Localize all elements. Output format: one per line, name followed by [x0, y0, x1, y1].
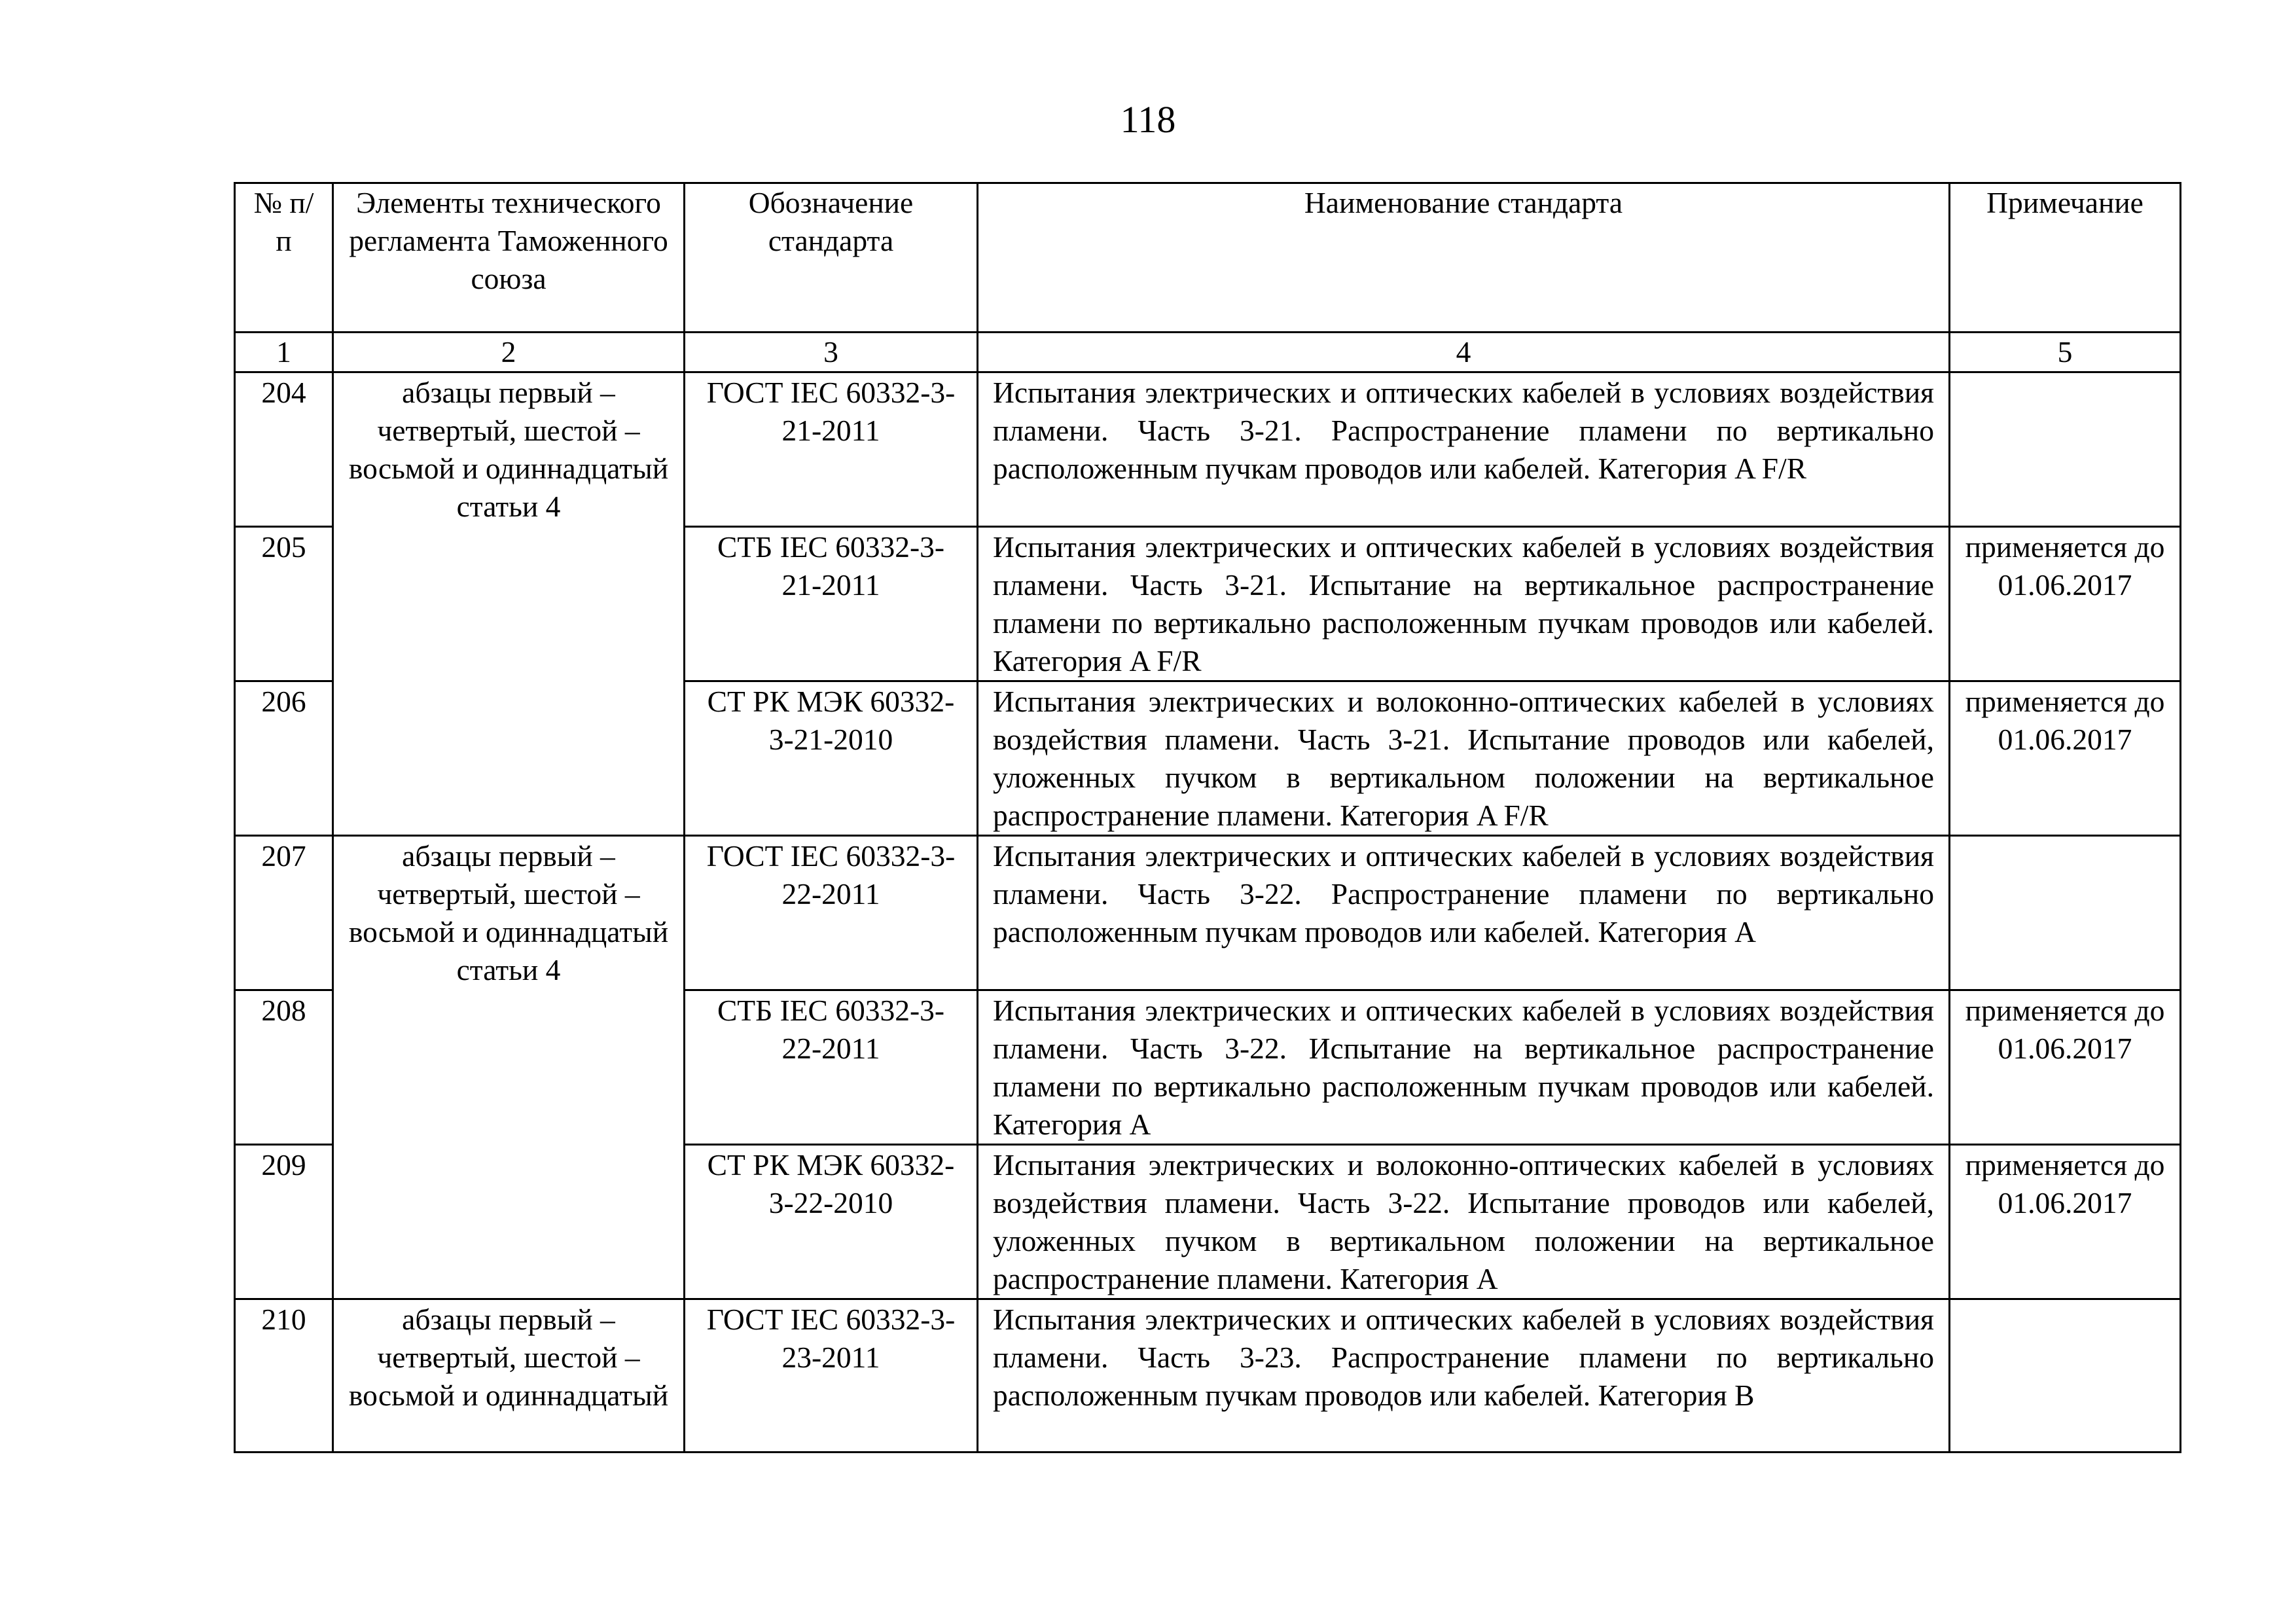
standard-code: СТ РК МЭК 60332-3-22-2010 [685, 1145, 978, 1299]
standard-note: применяется до 01.06.2017 [1950, 990, 2181, 1145]
standard-code: ГОСТ IEC 60332-3-22-2011 [685, 836, 978, 990]
standard-note: применяется до 01.06.2017 [1950, 527, 2181, 681]
standard-note [1950, 836, 2181, 990]
row-number: 207 [235, 836, 333, 990]
standard-code: СТБ IEC 60332-3-22-2011 [685, 990, 978, 1145]
standard-title: Испытания электрических и оптических кабелей в условиях воздействия пламени. Часть 3-21. Испытание на вертикальное распространение пламени по вертикально расположенным пучкам проводов или кабелей. Категория A F/R [978, 527, 1950, 681]
table-row [235, 836, 2181, 990]
row-number: 205 [235, 527, 333, 681]
column-number: 5 [1950, 333, 2181, 372]
row-number: 210 [235, 1299, 333, 1453]
table-row [235, 1299, 2181, 1453]
standard-code: ГОСТ IEC 60332-3-21-2011 [685, 372, 978, 527]
header-note: Примечание [1950, 183, 2181, 333]
header-row [235, 183, 2181, 333]
column-number: 4 [978, 333, 1950, 372]
standard-note: применяется до 01.06.2017 [1950, 1145, 2181, 1299]
standards-table [234, 182, 2181, 1453]
column-number: 2 [333, 333, 685, 372]
row-number: 204 [235, 372, 333, 527]
column-number-row [235, 333, 2181, 372]
standard-title: Испытания электрических и волоконно-оптических кабелей в условиях воздействия пламени. Часть 3-21. Испытание проводов или кабелей, уложенных пучком в вертикальном положении на вертикальное распространение пламени. Категория A F/R [978, 681, 1950, 836]
row-number: 209 [235, 1145, 333, 1299]
standard-title: Испытания электрических и волоконно-оптических кабелей в условиях воздействия пламени. Часть 3-22. Испытание проводов или кабелей, уложенных пучком в вертикальном положении на вертикальное распространение пламени. Категория A [978, 1145, 1950, 1299]
standard-title: Испытания электрических и оптических кабелей в условиях воздействия пламени. Часть 3-23. Распространение пламени по вертикально расположенным пучкам проводов или кабелей. Категория B [978, 1299, 1950, 1453]
column-number: 1 [235, 333, 333, 372]
column-number: 3 [685, 333, 978, 372]
standard-title: Испытания электрических и оптических кабелей в условиях воздействия пламени. Часть 3-22. Испытание на вертикальное распространение пламени по вертикально расположенным пучкам проводов или кабелей. Категория A [978, 990, 1950, 1145]
header-title: Наименование стандарта [978, 183, 1950, 333]
page-number: 118 [1120, 98, 1176, 141]
header-num: № п/п [235, 183, 333, 333]
standard-note [1950, 372, 2181, 527]
standard-note [1950, 1299, 2181, 1453]
standard-code: ГОСТ IEC 60332-3-23-2011 [685, 1299, 978, 1453]
regulation-elements: абзацы первый – четвертый, шестой – восьмой и одиннадцатый [333, 1299, 685, 1453]
header-code: Обозначение стандарта [685, 183, 978, 333]
standard-title: Испытания электрических и оптических кабелей в условиях воздействия пламени. Часть 3-21. Распространение пламени по вертикально расположенным пучкам проводов или кабелей. Категория A F/R [978, 372, 1950, 527]
header-elements: Элементы технического регламента Таможенного союза [333, 183, 685, 333]
standard-title: Испытания электрических и оптических кабелей в условиях воздействия пламени. Часть 3-22. Распространение пламени по вертикально расположенным пучкам проводов или кабелей. Категория A [978, 836, 1950, 990]
table-row [235, 372, 2181, 527]
regulation-elements: абзацы первый – четвертый, шестой – восьмой и одиннадцатый статьи 4 [333, 372, 685, 836]
standard-note: применяется до 01.06.2017 [1950, 681, 2181, 836]
standard-code: СТБ IEC 60332-3-21-2011 [685, 527, 978, 681]
standard-code: СТ РК МЭК 60332-3-21-2010 [685, 681, 978, 836]
row-number: 208 [235, 990, 333, 1145]
regulation-elements: абзацы первый – четвертый, шестой – восьмой и одиннадцатый статьи 4 [333, 836, 685, 1299]
row-number: 206 [235, 681, 333, 836]
